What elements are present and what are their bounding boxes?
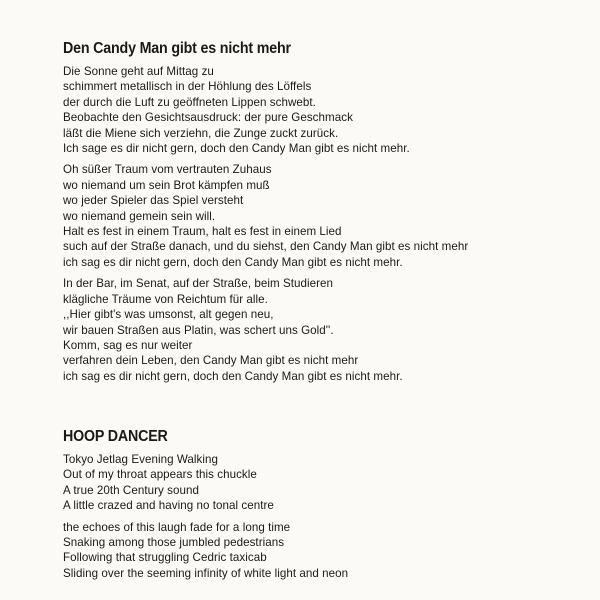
lyric-line: Tokyo Jetlag Evening Walking <box>63 453 218 466</box>
stanza <box>63 162 583 270</box>
song-title: HOOP DANCER <box>63 428 168 445</box>
song-candy-man <box>63 40 583 390</box>
lyric-line: Out of my throat appears this chuckle <box>63 468 257 482</box>
lyric-line: verfahren dein Leben, den Candy Man gibt es nicht mehr <box>63 354 359 368</box>
lyric-line: ,,Hier gibt's was umsonst, alt gegen neu, <box>63 308 274 322</box>
lyric-line: ich sag es dir nicht gern, doch den Candy Man gibt es nicht mehr. <box>63 255 403 269</box>
lyric-line: A true 20th Century sound <box>63 483 199 497</box>
lyric-line: wir bauen Straßen aus Platin, was schert uns Gold''. <box>63 323 334 337</box>
stanza <box>63 64 583 156</box>
song-hoop-dancer <box>63 428 583 587</box>
lyric-line: klägliche Träume von Reichtum für alle. <box>63 292 268 306</box>
lyric-line: Halt es fest in einem Traum, halt es fest in einem Lied <box>63 225 342 239</box>
lyric-line: the echoes of this laugh fade for a long time <box>63 520 291 534</box>
lyric-line: der durch die Luft zu geöffneten Lippen schwebt. <box>63 95 316 109</box>
lyric-line: Sliding over the seeming infinity of white light and neon <box>63 566 349 580</box>
lyric-line: Die Sonne geht auf Mittag zu <box>63 65 214 78</box>
stanza <box>63 520 583 582</box>
lyric-line: Ich sage es dir nicht gern, doch den Candy Man gibt es nicht mehr. <box>63 142 410 156</box>
lyric-line: In der Bar, im Senat, auf der Straße, beim Studieren <box>63 277 334 291</box>
stanza <box>63 452 583 514</box>
stanza <box>63 276 583 384</box>
lyric-line: Following that struggling Cedric taxicab <box>63 551 267 565</box>
lyric-line: Beobachte den Gesichtsausdruck: der pure Geschmack <box>63 111 353 125</box>
lyric-line: läßt die Miene sich verziehn, die Zunge zuckt zurück. <box>63 126 339 140</box>
lyric-line: Snaking among those jumbled pedestrians <box>63 536 285 550</box>
lyric-line: A little crazed and having no tonal centre <box>63 499 274 513</box>
lyric-line: such auf der Straße danach, und du siehst, den Candy Man gibt es nicht mehr <box>63 240 469 254</box>
lyric-line: wo jeder Spieler das Spiel versteht <box>63 194 244 208</box>
lyric-line: Oh süßer Traum vom vertrauten Zuhaus <box>63 163 272 177</box>
lyric-line: ich sag es dir nicht gern, doch den Candy Man gibt es nicht mehr. <box>63 369 403 383</box>
lyric-line: wo niemand um sein Brot kämpfen muß <box>63 178 270 192</box>
lyric-line: schimmert metallisch in der Höhlung des Löffels <box>63 80 312 94</box>
song-title: Den Candy Man gibt es nicht mehr <box>63 40 291 57</box>
lyric-line: Komm, sag es nur weiter <box>63 338 193 352</box>
lyric-line: wo niemand gemein sein will. <box>63 209 216 223</box>
